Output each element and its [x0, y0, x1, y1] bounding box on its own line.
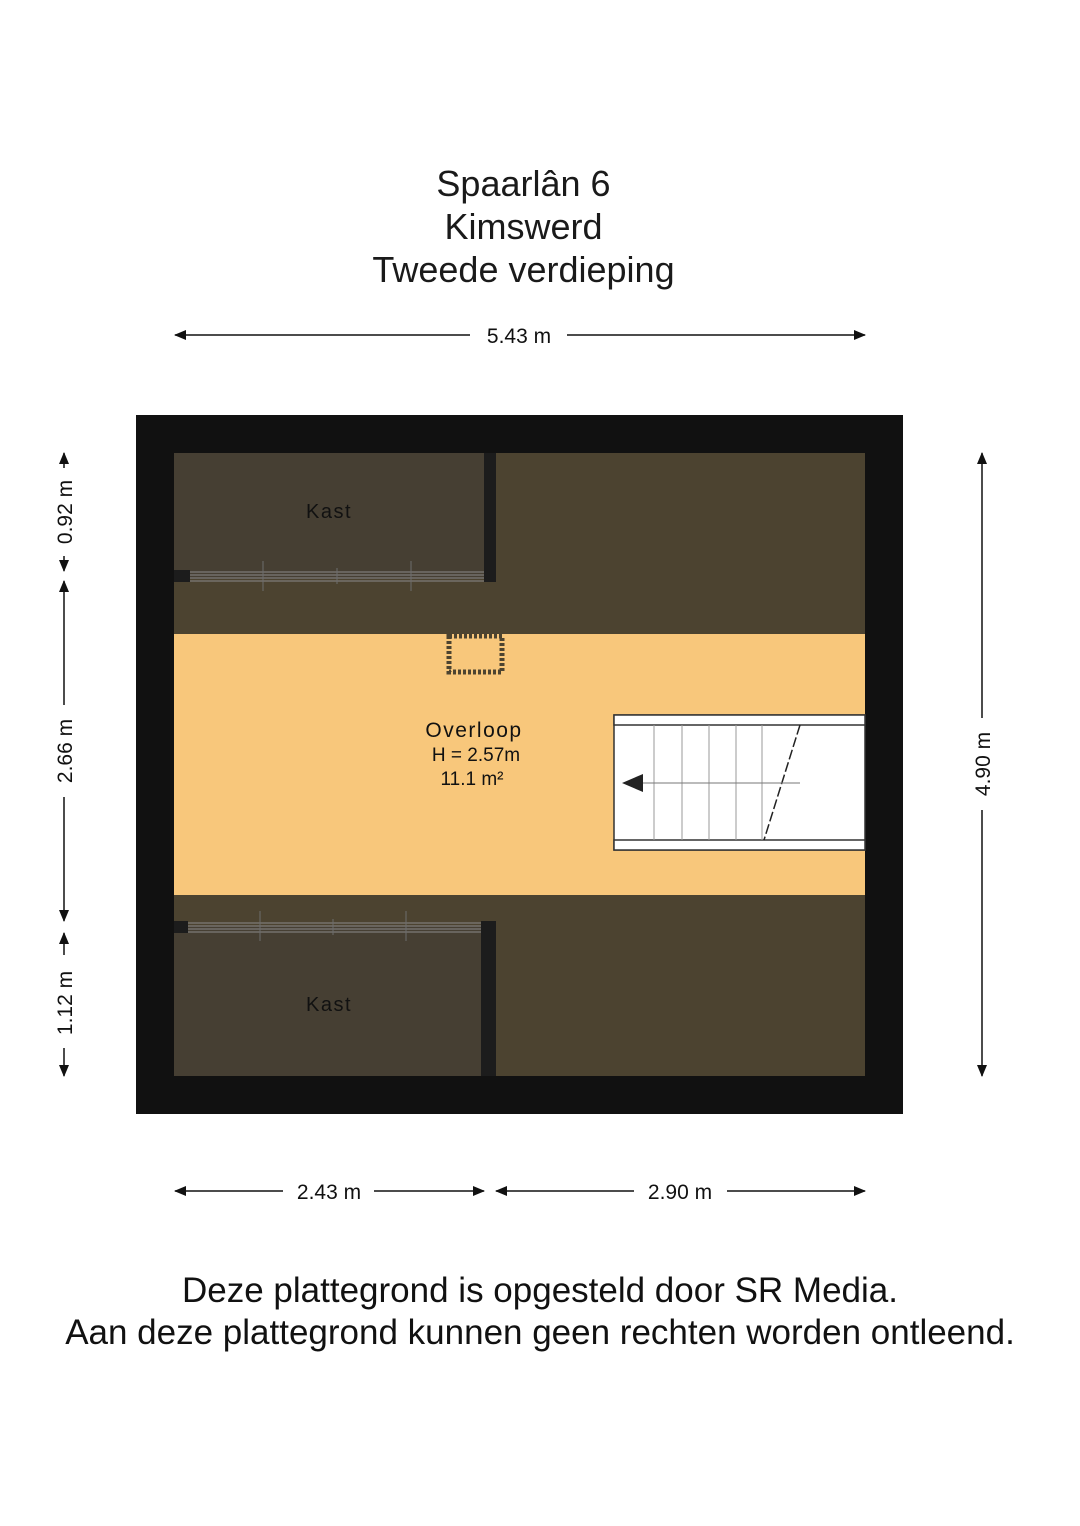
disclaimer-line-1: Deze plattegrond is opgesteld door SR Media. — [182, 1271, 898, 1310]
dim-left-bottom-label: 1.12 m — [54, 970, 77, 1036]
dim-bottom-left — [175, 1181, 484, 1204]
dim-top-width — [175, 325, 865, 348]
dim-right-height — [972, 453, 995, 1076]
dim-bottom-right — [496, 1181, 865, 1204]
dim-top-width-label: 5.43 m — [486, 325, 552, 348]
city-title: Kimswerd — [444, 206, 603, 247]
dim-right-height-label: 4.90 m — [972, 731, 995, 797]
dim-bottom-right-label: 2.90 m — [647, 1181, 713, 1204]
disclaimer — [0, 1270, 1080, 1354]
address-title: Spaarlân 6 — [436, 163, 611, 204]
dim-left-middle-label: 2.66 m — [54, 718, 77, 784]
dim-left-top-label: 0.92 m — [54, 479, 77, 545]
overloop-height: H = 2.57m — [431, 745, 521, 766]
dim-left-top — [54, 453, 77, 571]
kast-bottom-wall — [481, 921, 496, 1076]
overloop-label: Overloop — [425, 719, 523, 742]
kast-bottom-label: Kast — [305, 994, 353, 1016]
kast-top-wall — [484, 453, 496, 582]
kast-top-door-stub — [174, 570, 190, 582]
disclaimer-line-2: Aan deze plattegrond kunnen geen rechten worden ontleend. — [65, 1313, 1015, 1352]
dim-left-bottom — [54, 933, 77, 1076]
staircase — [614, 715, 865, 850]
dim-bottom-left-label: 2.43 m — [296, 1181, 362, 1204]
kast-bottom-door-stub — [174, 921, 188, 933]
kast-top-label: Kast — [305, 501, 353, 523]
dim-left-middle — [54, 581, 77, 921]
overloop-area: 11.1 m² — [440, 769, 504, 790]
floor-title: Tweede verdieping — [372, 249, 675, 290]
